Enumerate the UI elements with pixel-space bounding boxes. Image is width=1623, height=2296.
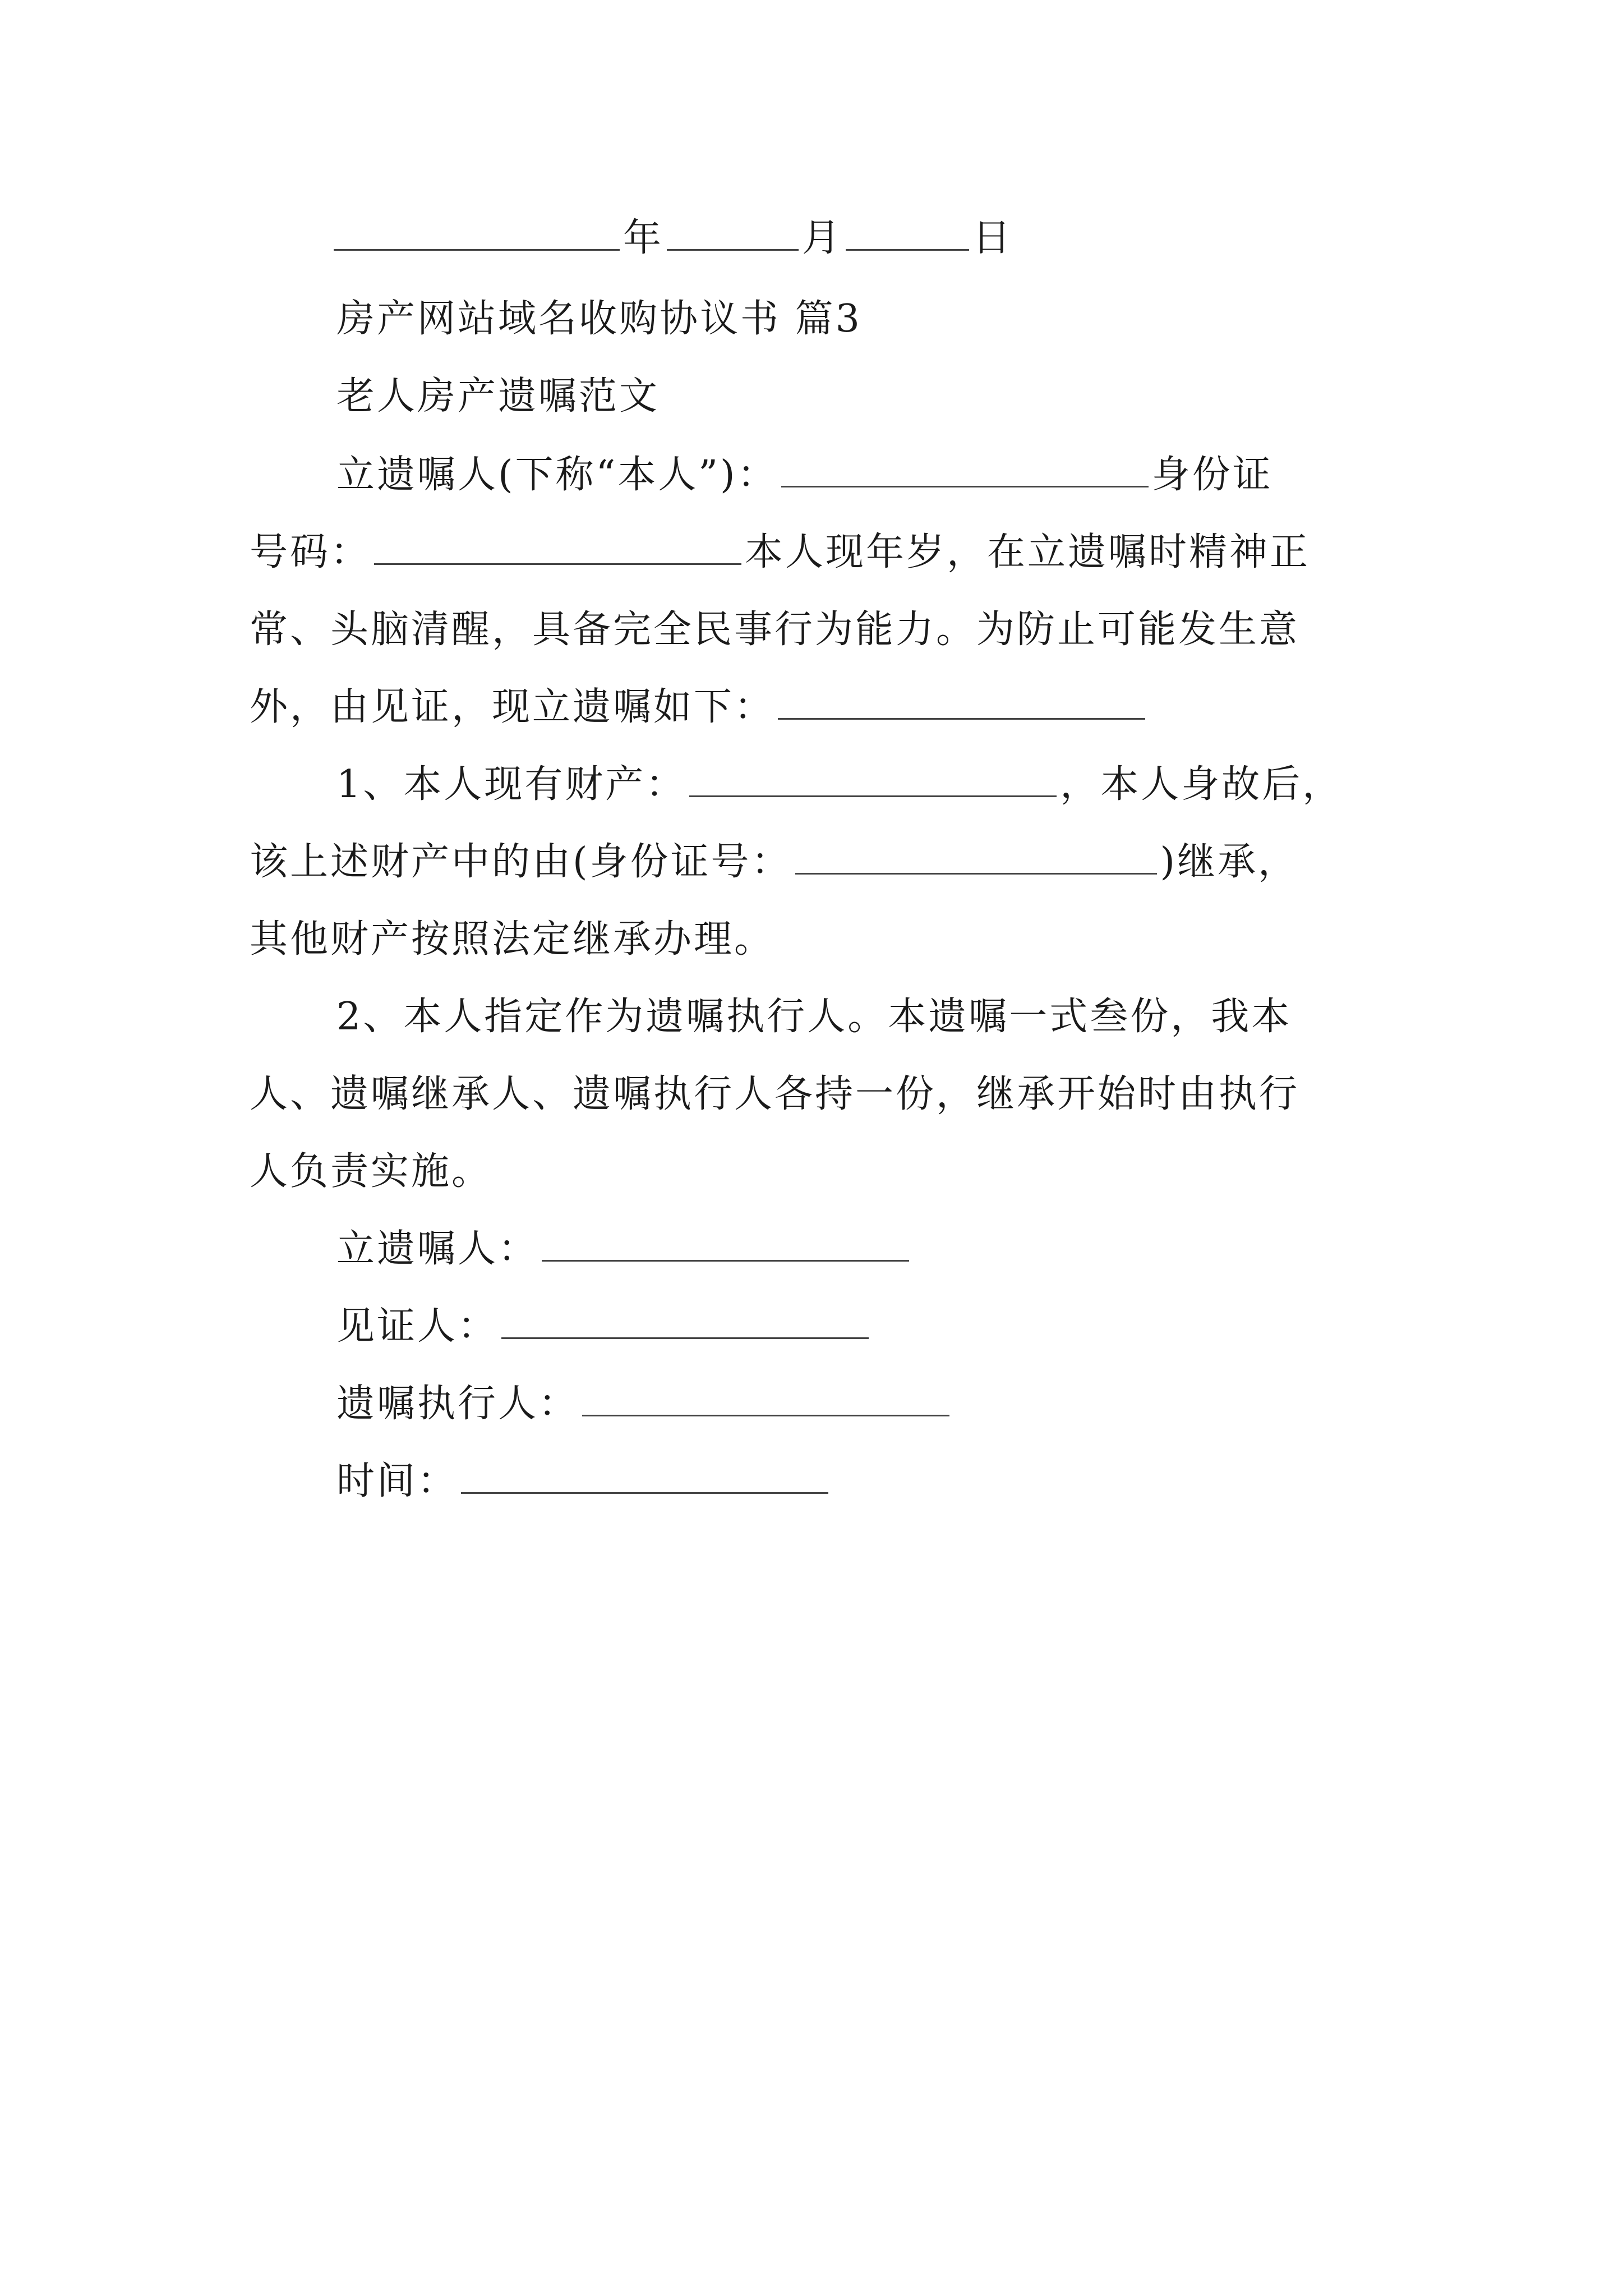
testator-label: 立遗嘱人：	[336, 1227, 539, 1271]
clause1-line1	[0, 754, 1623, 816]
will-intro-blank	[778, 679, 1145, 720]
month-label: 月	[802, 216, 843, 260]
day-label: 日	[972, 216, 1013, 260]
heir-id-label: 该上述财产中的由(身份证号：	[250, 840, 792, 884]
day-blank	[846, 210, 969, 251]
date-line	[0, 208, 1623, 269]
testator-signature-line	[0, 1218, 1623, 1280]
clause1-line2	[0, 831, 1623, 893]
time-line	[0, 1451, 1623, 1512]
age-statement: 本人现年岁，在立遗嘱时精神正	[745, 530, 1311, 574]
id-label-end: 号码：	[250, 530, 371, 574]
will-intro: 外，由见证，现立遗嘱如下：	[250, 685, 775, 729]
clause2-line1: 2、本人指定作为遗嘱执行人。本遗嘱一式叁份，我本	[336, 995, 1292, 1039]
testator-intro: 立遗嘱人(下称“本人”)：	[336, 453, 778, 497]
property-label: 1、本人现有财产：	[336, 762, 686, 807]
clause1-line3: 其他财产按照法定继承办理。	[250, 917, 775, 961]
testator-signature-blank	[542, 1221, 909, 1262]
para1-line3: 常、头脑清醒，具备完全民事行为能力。为防止可能发生意	[250, 608, 1300, 652]
month-blank	[667, 210, 799, 251]
clause2-line2: 人、遗嘱继承人、遗嘱执行人各持一份，继承开始时由执行	[250, 1072, 1300, 1116]
document-heading: 房产网站域名收购协议书 篇3	[336, 297, 862, 341]
para1-line1	[0, 444, 1623, 506]
property-blank	[689, 756, 1057, 797]
year-blank	[334, 210, 620, 251]
time-label: 时间：	[336, 1459, 458, 1503]
para1-line4	[0, 677, 1623, 738]
executor-label: 遗嘱执行人：	[336, 1382, 579, 1426]
testator-name-blank	[781, 447, 1149, 487]
id-label-start: 身份证	[1151, 453, 1273, 497]
after-death-text: ，本人身故后，	[1060, 762, 1343, 807]
clause2-line3: 人负责实施。	[250, 1149, 492, 1194]
witness-signature-blank	[501, 1298, 869, 1339]
para1-line2	[0, 522, 1623, 583]
year-label: 年	[623, 216, 664, 260]
witness-label: 见证人：	[336, 1304, 499, 1349]
id-number-blank	[374, 524, 741, 565]
executor-signature-line	[0, 1373, 1623, 1435]
inherit-text: )继承，	[1160, 840, 1299, 884]
executor-signature-blank	[582, 1375, 949, 1416]
heir-id-blank	[795, 834, 1157, 875]
time-blank	[461, 1453, 828, 1494]
witness-signature-line	[0, 1296, 1623, 1358]
document-subtitle: 老人房产遗嘱范文	[336, 374, 660, 418]
